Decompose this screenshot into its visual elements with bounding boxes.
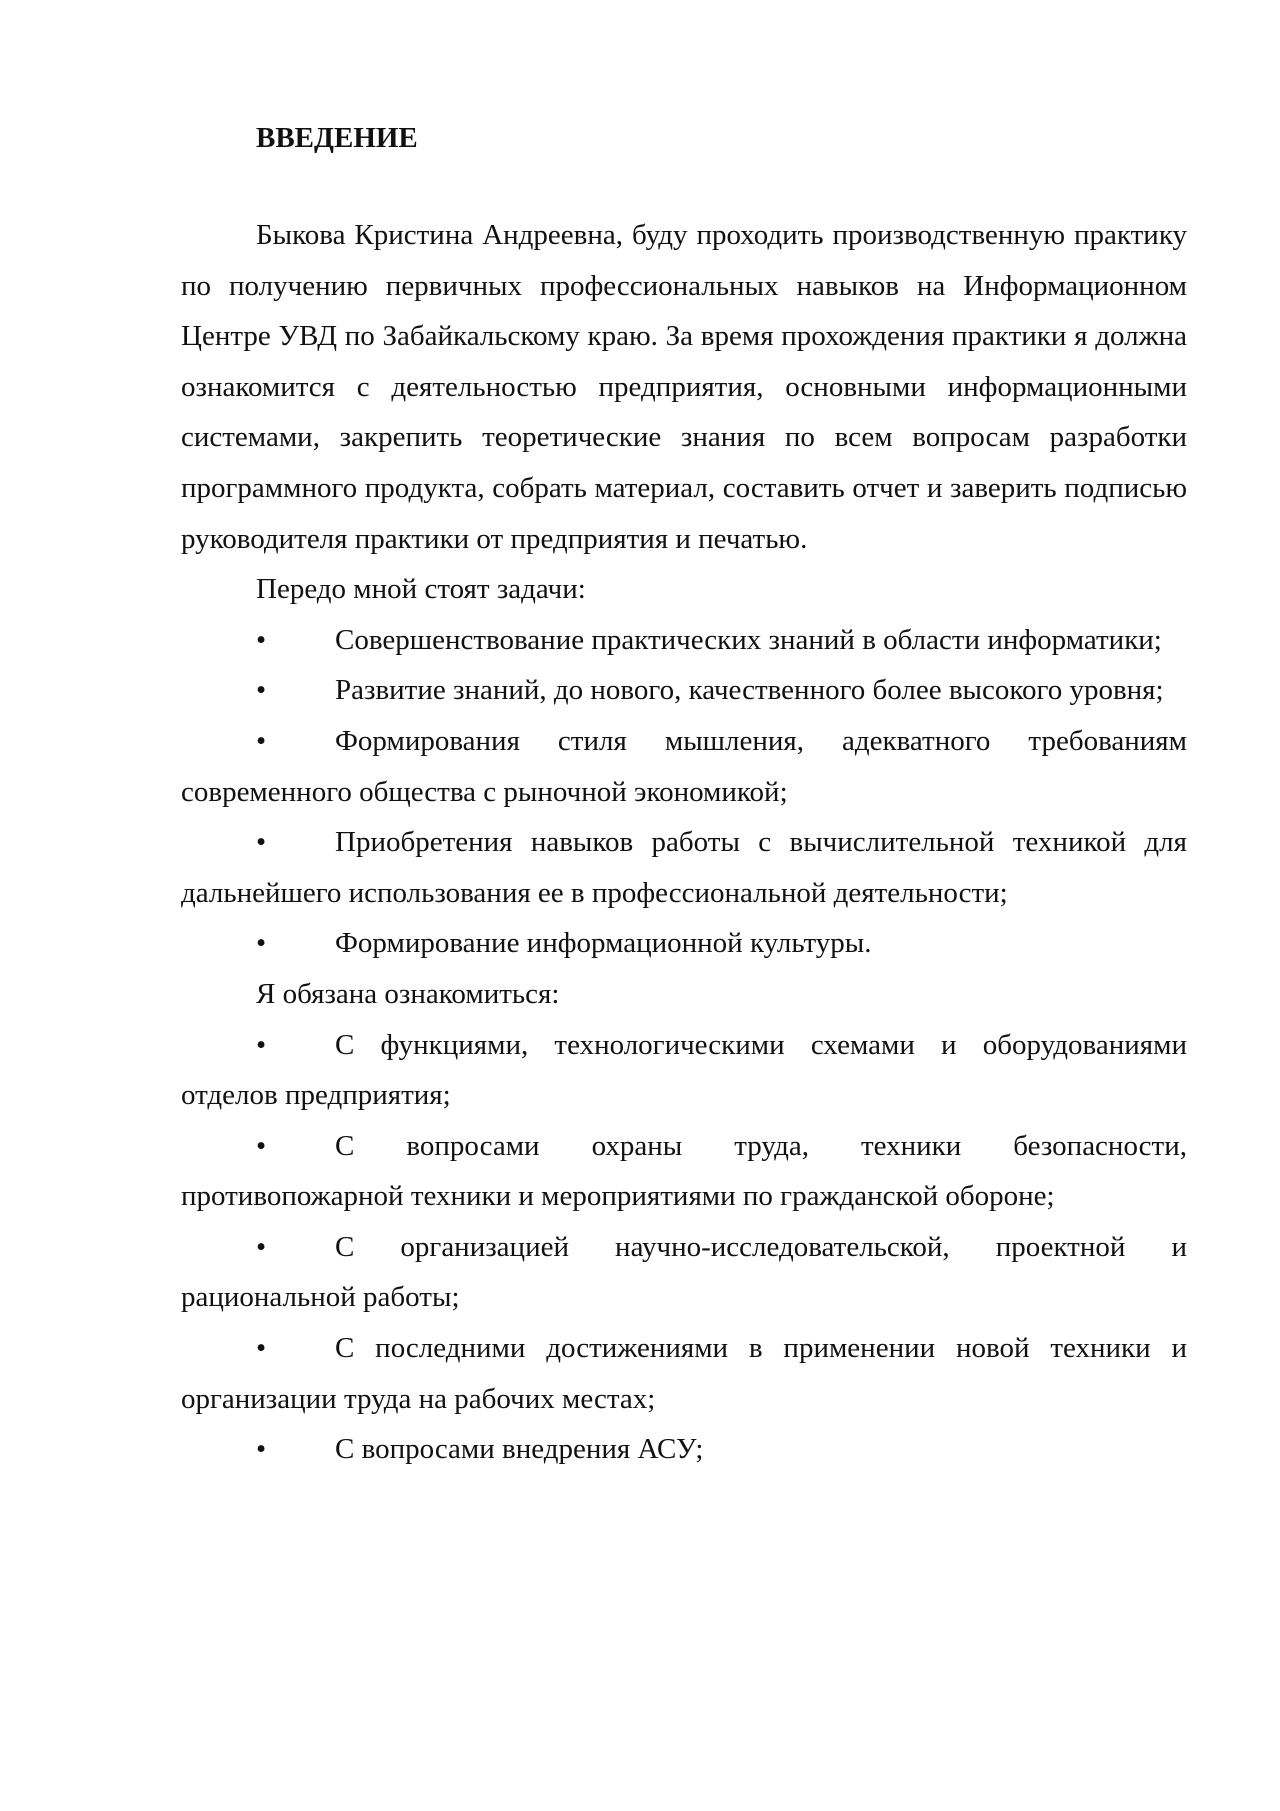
- bullet-icon: •: [256, 1230, 267, 1263]
- document-body: [181, 118, 1187, 1475]
- list-item-text: Формирование информационной культуры.: [335, 927, 872, 960]
- list-item: [181, 817, 1187, 918]
- tasks-intro: Передо мной стоят задачи:: [256, 573, 586, 606]
- bullet-icon: •: [256, 724, 267, 757]
- list-item: [181, 1121, 1187, 1222]
- list-item-text: Совершенствование практических знаний в области информатики;: [335, 623, 1162, 656]
- list-item: [181, 1424, 1187, 1475]
- bullet-icon: •: [256, 1129, 267, 1162]
- list-item: [181, 918, 1187, 969]
- list-item: [181, 1222, 1187, 1323]
- duties-list: [181, 1020, 1187, 1475]
- list-item: [181, 665, 1187, 716]
- list-item: [181, 716, 1187, 817]
- bullet-icon: •: [256, 1028, 267, 1061]
- list-item: [181, 615, 1187, 666]
- list-item-text: Формирования стиля мышления, адекватного требованиям современного общества с рыночной экономикой;: [181, 724, 1187, 808]
- intro-paragraph: Быкова Кристина Андреевна, буду проходить производственную практику по получению первичных профессиональных навыков на Информационном Центре УВД по Забайкальскому краю. За время прохождения практики я должна ознакомится с деятельностью предприятия, основными информационными системами, закрепить теоретические знания по всем вопросам разработки программного продукта, собрать материал, составить отчет и заверить подписью руководителя практики от предприятия и печатью.: [181, 219, 1187, 555]
- bullet-icon: •: [256, 623, 267, 656]
- list-item-text: С функциями, технологическими схемами и оборудованиями отделов предприятия;: [181, 1028, 1187, 1112]
- bullet-icon: •: [256, 1332, 267, 1365]
- bullet-icon: •: [256, 674, 267, 707]
- bullet-icon: •: [256, 826, 267, 859]
- list-item-text: С последними достижениями в применении новой техники и организации труда на рабочих местах;: [181, 1332, 1187, 1415]
- list-item: [181, 1323, 1187, 1424]
- list-item-text: Развитие знаний, до нового, качественного более высокого уровня;: [335, 674, 1164, 707]
- tasks-list: [181, 615, 1187, 969]
- list-item-text: С вопросами внедрения АСУ;: [335, 1433, 704, 1466]
- page-title: ВВЕДЕНИЕ: [256, 122, 418, 154]
- bullet-icon: •: [256, 1433, 267, 1466]
- list-item-text: С организацией научно-исследовательской, проектной и рациональной работы;: [181, 1230, 1187, 1314]
- list-item-text: Приобретения навыков работы с вычислительной техникой для дальнейшего использования ее в профессиональной деятельности;: [181, 826, 1187, 909]
- duties-intro: Я обязана ознакомиться:: [256, 977, 560, 1010]
- list-item: [181, 1020, 1187, 1121]
- list-item-text: С вопросами охраны труда, техники безопасности, противопожарной техники и мероприятиями по гражданской обороне;: [181, 1129, 1187, 1213]
- bullet-icon: •: [256, 927, 267, 960]
